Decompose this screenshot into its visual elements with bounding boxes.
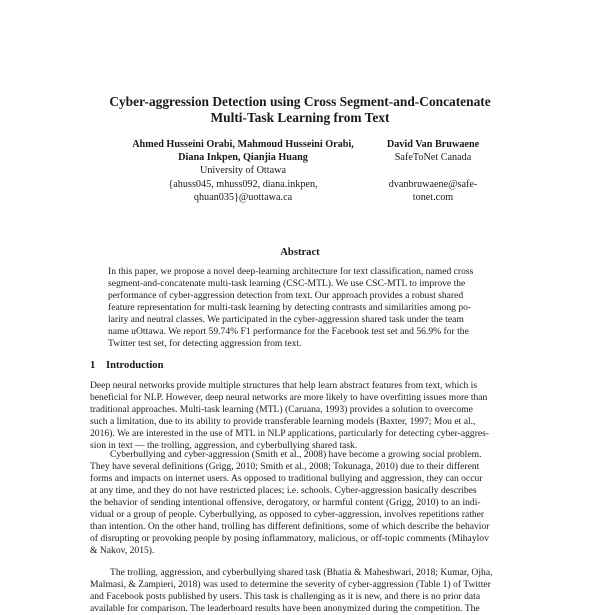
body-line: forms and impacts on internet users. As opposed to traditional bullying and aggression, they can occur	[90, 472, 483, 484]
spacer	[378, 164, 488, 177]
body-line: Cyberbullying and cyber-aggression (Smith et al., 2008) have become a growing social problem.	[110, 449, 482, 460]
intro-paragraph-3	[90, 567, 512, 615]
body-line: such a limitation, due to its ability to provide transferable learning models (Baxter, 1997; Mou et al.,	[90, 415, 476, 427]
abstract-line: larity and neutral classes. We participated in the cyber-aggression shared task under the team	[108, 313, 464, 325]
author-affiliation: University of Ottawa	[199, 165, 286, 177]
paper-title-line-2: Multi-Task Learning from Text	[210, 110, 390, 125]
authors-right-block	[378, 138, 488, 204]
body-line: The trolling, aggression, and cyberbullying shared task (Bhatia & Maheshwari, 2018; Kumar, Ojha,	[110, 567, 493, 578]
body-line: sion in text — the trolling, aggression, and cyberbullying shared task.	[90, 439, 358, 451]
abstract-line: Twitter test set, for detecting aggression from text.	[108, 337, 302, 349]
authors-left-block	[118, 138, 368, 204]
abstract-line: feature representation for multi-task learning by detecting contrasts and similarities among po-	[108, 301, 472, 313]
paper-title-line-1: Cyber-aggression Detection using Cross Segment-and-Concatenate	[109, 94, 491, 109]
abstract-heading: Abstract	[280, 247, 320, 258]
body-line: & Nakov, 2015).	[90, 544, 155, 556]
intro-paragraph-1	[90, 380, 512, 452]
body-line: at any time, and they do not have restricted places; i.e. schools. Cyber-aggression basically describes	[90, 484, 477, 496]
body-line: vidual or a group of people. Cyberbullying, as opposed to cyber-aggression, involves repetitions rather	[90, 508, 485, 520]
body-line: beneficial for NLP. However, deep neural networks are more likely to have overfitting issues more than	[90, 391, 488, 403]
abstract-line: In this paper, we propose a novel deep-learning architecture for text classification, named cross	[108, 266, 474, 277]
abstract-line: performance of cyber-aggression detection from text. Our approach provides a robust shared	[108, 289, 464, 301]
body-line: than intention. On the other hand, trolling has different definitions, some of which describe the behavior	[90, 520, 490, 532]
body-line: traditional approaches. Multi-task learning (MTL) (Caruana, 1993) provides a solution to overcome	[90, 403, 473, 415]
body-line: Deep neural networks provide multiple structures that help learn abstract features from text, which is	[90, 380, 478, 391]
author-names-line-2: Diana Inkpen, Qianjia Huang	[178, 152, 308, 164]
body-line: and Facebook posts published by users. This task is challenging as it is new, and there is no prior data	[90, 590, 481, 602]
abstract-text	[108, 266, 496, 350]
section-number: 1	[90, 360, 96, 371]
author-email-line-1: {ahuss045, mhuss092, diana.inkpen,	[168, 178, 318, 190]
body-line: 2016). We are interested in the use of MTL in NLP applications, particularly for detecting cyber-aggres-	[90, 427, 490, 439]
body-line: the behavior of sending intentional offensive, derogatory, or harmful content (Grigg, 2010) to an indi-	[90, 496, 481, 508]
body-line: Malmasi, & Zampieri, 2018) was used to determine the severity of cyber-aggression (Table 1) of Twitter	[90, 578, 491, 590]
body-line: of disrupting or provoking people by posing inflammatory, malicious, or off-topic comments (Mihaylov	[90, 532, 489, 544]
author-email-line-2: qhuan035}@uottawa.ca	[193, 191, 293, 203]
author-names-line-1: Ahmed Husseini Orabi, Mahmoud Husseini Orabi,	[132, 139, 354, 150]
abstract-line: name uOttawa. We report 59.74% F1 performance for the Facebook test set and 56.9% for the	[108, 325, 469, 337]
author-email-line-2: tonet.com	[412, 191, 454, 203]
body-line: They have several definitions (Grigg, 2010; Smith et al., 2008; Tokunaga, 2010) due to their different	[90, 460, 480, 472]
author-affiliation: SafeToNet Canada	[394, 152, 472, 164]
abstract-line: segment-and-concatenate multi-task learning (CSC-MTL). We use CSC-MTL to improve the	[108, 277, 466, 289]
author-email-line-1: dvanbruwaene@safe-	[388, 178, 478, 190]
intro-paragraph-2	[90, 449, 512, 557]
section-heading	[90, 360, 164, 371]
section-title: Introduction	[106, 360, 164, 371]
author-name: David Van Bruwaene	[386, 139, 480, 150]
body-line: available for comparison. The leaderboard results have been anonymized during the competition. The	[90, 602, 480, 614]
